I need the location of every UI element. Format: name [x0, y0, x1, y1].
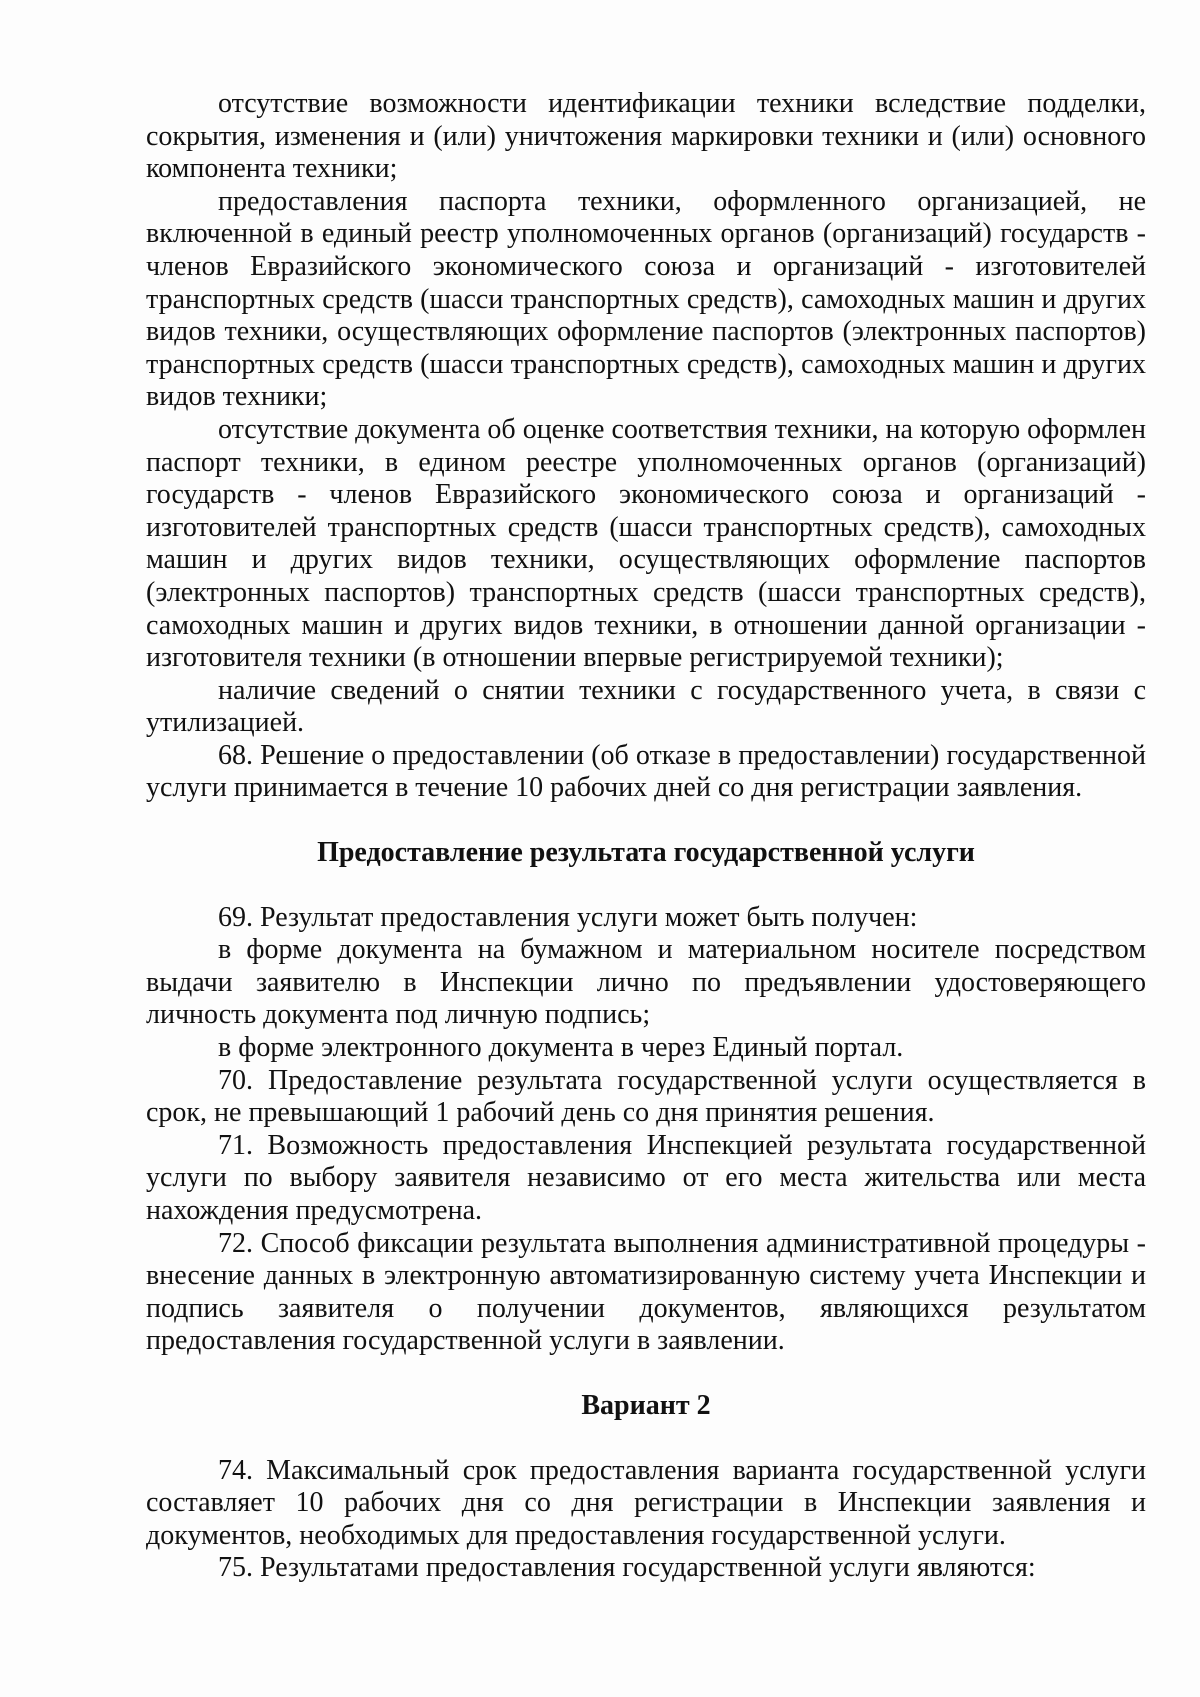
paragraph-72: 72. Способ фиксации результата выполнения административной процедуры - внесение данных в электронную автоматизированную систему учета Инспекции и подпись заявителя о получении документов, являющихся результатом предоставления государственной услуги в заявлении. — [146, 1227, 1146, 1357]
paragraph-identification: отсутствие возможности идентификации техники вследствие подделки, сокрытия, изменения и (или) уничтожения маркировки техники и (или) основного компонента техники; — [146, 88, 1146, 185]
paragraph-paper-form: в форме документа на бумажном и материальном носителе посредством выдачи заявителю в Инспекции лично по предъявлении удостоверяющего личность документа под личную подпись; — [146, 934, 1146, 1031]
paragraph-75: 75. Результатами предоставления государственной услуги являются: — [218, 1552, 1036, 1584]
paragraph-71: 71. Возможность предоставления Инспекцией результата государственной услуги по выбору заявителя независимо от его места жительства или места нахождения предусмотрена. — [146, 1129, 1146, 1226]
document-body — [146, 88, 1146, 1585]
paragraph-68: 68. Решение о предоставлении (об отказе в предоставлении) государственной услуги принимается в течение 10 рабочих дней со дня регистрации заявления. — [146, 739, 1146, 804]
paragraph-conformity-document: отсутствие документа об оценке соответствия техники, на которую оформлен паспорт техники, в едином реестре уполномоченных органов (организаций) государств - членов Евразийского экономического союза и организаций - изготовителей транспортных средств (шасси транспортных средств), самоходных машин и других видов техники, осуществляющих оформление паспортов (электронных паспортов) транспортных средств (шасси транспортных средств), самоходных машин и других видов техники, в отношении данной организации - изготовителя техники (в отношении впервые регистрируемой техники); — [146, 413, 1146, 674]
paragraph-74: 74. Максимальный срок предоставления варианта государственной услуги составляет 10 рабочих дня со дня регистрации в Инспекции заявления и документов, необходимых для предоставления государственной услуги. — [146, 1454, 1146, 1551]
paragraph-70: 70. Предоставление результата государственной услуги осуществляется в срок, не превышающий 1 рабочий день со дня принятия решения. — [146, 1064, 1146, 1129]
paragraph-passport-registry: предоставления паспорта техники, оформленного организацией, не включенной в единый реестр уполномоченных органов (организаций) государств - членов Евразийского экономического союза и организаций - изготовителей транспортных средств (шасси транспортных средств), самоходных машин и других видов техники, осуществляющих оформление паспортов (электронных паспортов) транспортных средств (шасси транспортных средств), самоходных машин и других видов техники; — [146, 185, 1146, 413]
paragraph-deregistration: наличие сведений о снятии техники с государственного учета, в связи с утилизацией. — [146, 674, 1146, 739]
heading-result-provision: Предоставление результата государственной услуги — [317, 837, 975, 869]
heading-variant-2: Вариант 2 — [581, 1389, 711, 1421]
paragraph-electronic-form: в форме электронного документа в через Единый портал. — [218, 1032, 904, 1064]
paragraph-69: 69. Результат предоставления услуги может быть получен: — [218, 901, 918, 933]
